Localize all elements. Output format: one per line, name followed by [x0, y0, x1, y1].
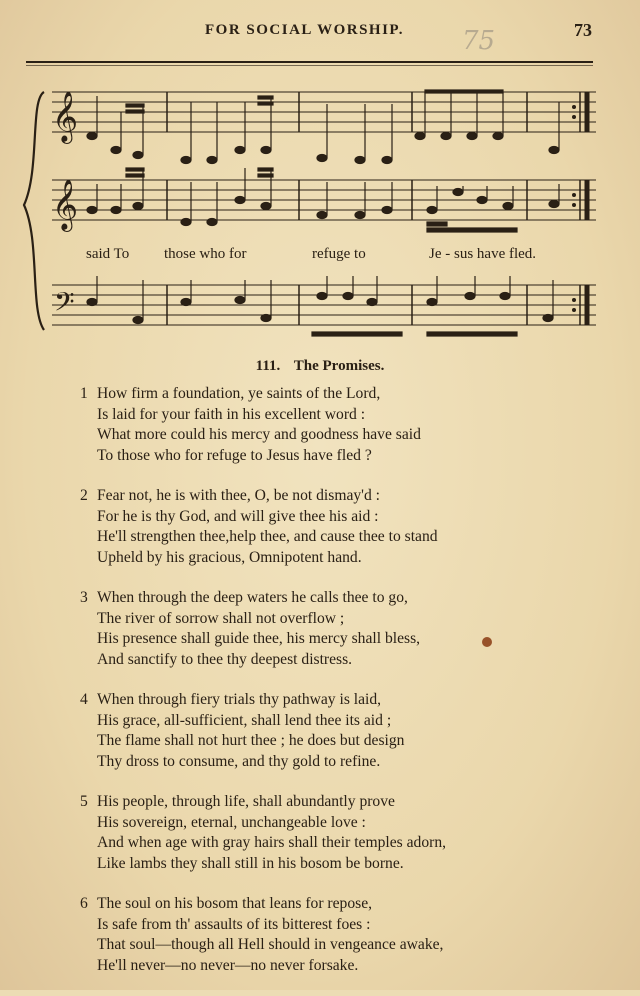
repeat-dots	[572, 105, 576, 312]
verse-line: His people, through life, shall abundantly prove	[97, 793, 395, 810]
verse-line: The soul on his bosom that leans for repose,	[97, 895, 373, 912]
hymn-title: The Promises.	[293, 358, 385, 374]
lyric-segment: Je - sus have fled.	[429, 246, 537, 262]
verse-line: And when age with gray hairs shall their temples adorn,	[97, 834, 447, 851]
system-brace	[24, 92, 44, 330]
verse-line: He'll never—no never—no never forsake.	[97, 956, 359, 974]
verse-line: What more could his mercy and goodness have said	[97, 426, 421, 443]
verse-line: Upheld by his gracious, Omnipotent hand.	[97, 548, 362, 566]
verse-line: When through fiery trials thy pathway is laid,	[97, 691, 382, 708]
verse-line: His presence shall guide thee, his mercy shall bless,	[97, 630, 421, 647]
verse	[80, 894, 620, 976]
verse-number: 4	[80, 691, 88, 708]
verse	[80, 690, 620, 772]
running-title: FOR SOCIAL WORSHIP.	[205, 22, 404, 38]
verse-line: The river of sorrow shall not overflow ;	[97, 609, 345, 627]
page-number: 73	[574, 20, 592, 40]
verse-line: His sovereign, eternal, unchangeable love :	[97, 813, 366, 831]
verse-line: To those who for refuge to Jesus have fled ?	[97, 446, 372, 464]
final-barline	[580, 92, 587, 325]
verse-line: That soul—though all Hell should in vengeance awake,	[97, 936, 444, 953]
verse-line: For he is thy God, and will give thee his aid :	[97, 507, 379, 525]
verse-number: 3	[80, 589, 88, 606]
music-lyrics	[80, 246, 600, 268]
verse	[80, 384, 620, 466]
verse-line: Is safe from th' assaults of its bitterest foes :	[97, 915, 371, 933]
hymn-number: 111.	[255, 358, 281, 374]
verse-number: 5	[80, 793, 88, 810]
treble-clef-icon: 𝄞	[52, 91, 79, 142]
verse	[80, 588, 620, 670]
verse-line: He'll strengthen thee,help thee, and cause thee to stand	[97, 528, 438, 545]
barlines	[167, 92, 527, 325]
verse-line: Thy dross to consume, and thy gold to refine.	[97, 752, 381, 770]
verse-number: 6	[80, 895, 88, 912]
verse-line: Is laid for your faith in his excellent word :	[97, 405, 366, 423]
notes	[87, 90, 559, 336]
verse-number: 2	[80, 487, 88, 504]
verses	[80, 384, 620, 996]
verse-line: His grace, all-sufficient, shall lend thee its aid ;	[97, 711, 392, 729]
hymn-heading	[0, 358, 640, 375]
verse-line: When through the deep waters he calls thee to go,	[97, 589, 408, 606]
verse	[80, 792, 620, 874]
verse-line: Like lambs they shall still in his bosom be borne.	[97, 854, 404, 872]
verse-line: Fear not, he is with thee, O, be not dismay'd :	[97, 487, 381, 504]
pencil-annotation: 75	[462, 26, 496, 56]
lyric-segment: refuge to	[312, 246, 366, 262]
treble-clef-icon-2: 𝄞	[52, 179, 79, 230]
verse-line: How firm a foundation, ye saints of the Lord,	[97, 385, 381, 402]
verse-number: 1	[80, 385, 88, 402]
bass-clef-icon: 𝄢	[54, 286, 75, 324]
lyric-segment: said To	[86, 246, 130, 262]
verse-line: The flame shall not hurt thee ; he does but design	[97, 732, 405, 749]
lyric-segment: those who for	[164, 246, 247, 262]
music-score	[0, 0, 640, 350]
ink-stain	[482, 637, 492, 647]
verse-line: And sanctify to thee thy deepest distress.	[97, 650, 353, 668]
verse	[80, 486, 620, 568]
